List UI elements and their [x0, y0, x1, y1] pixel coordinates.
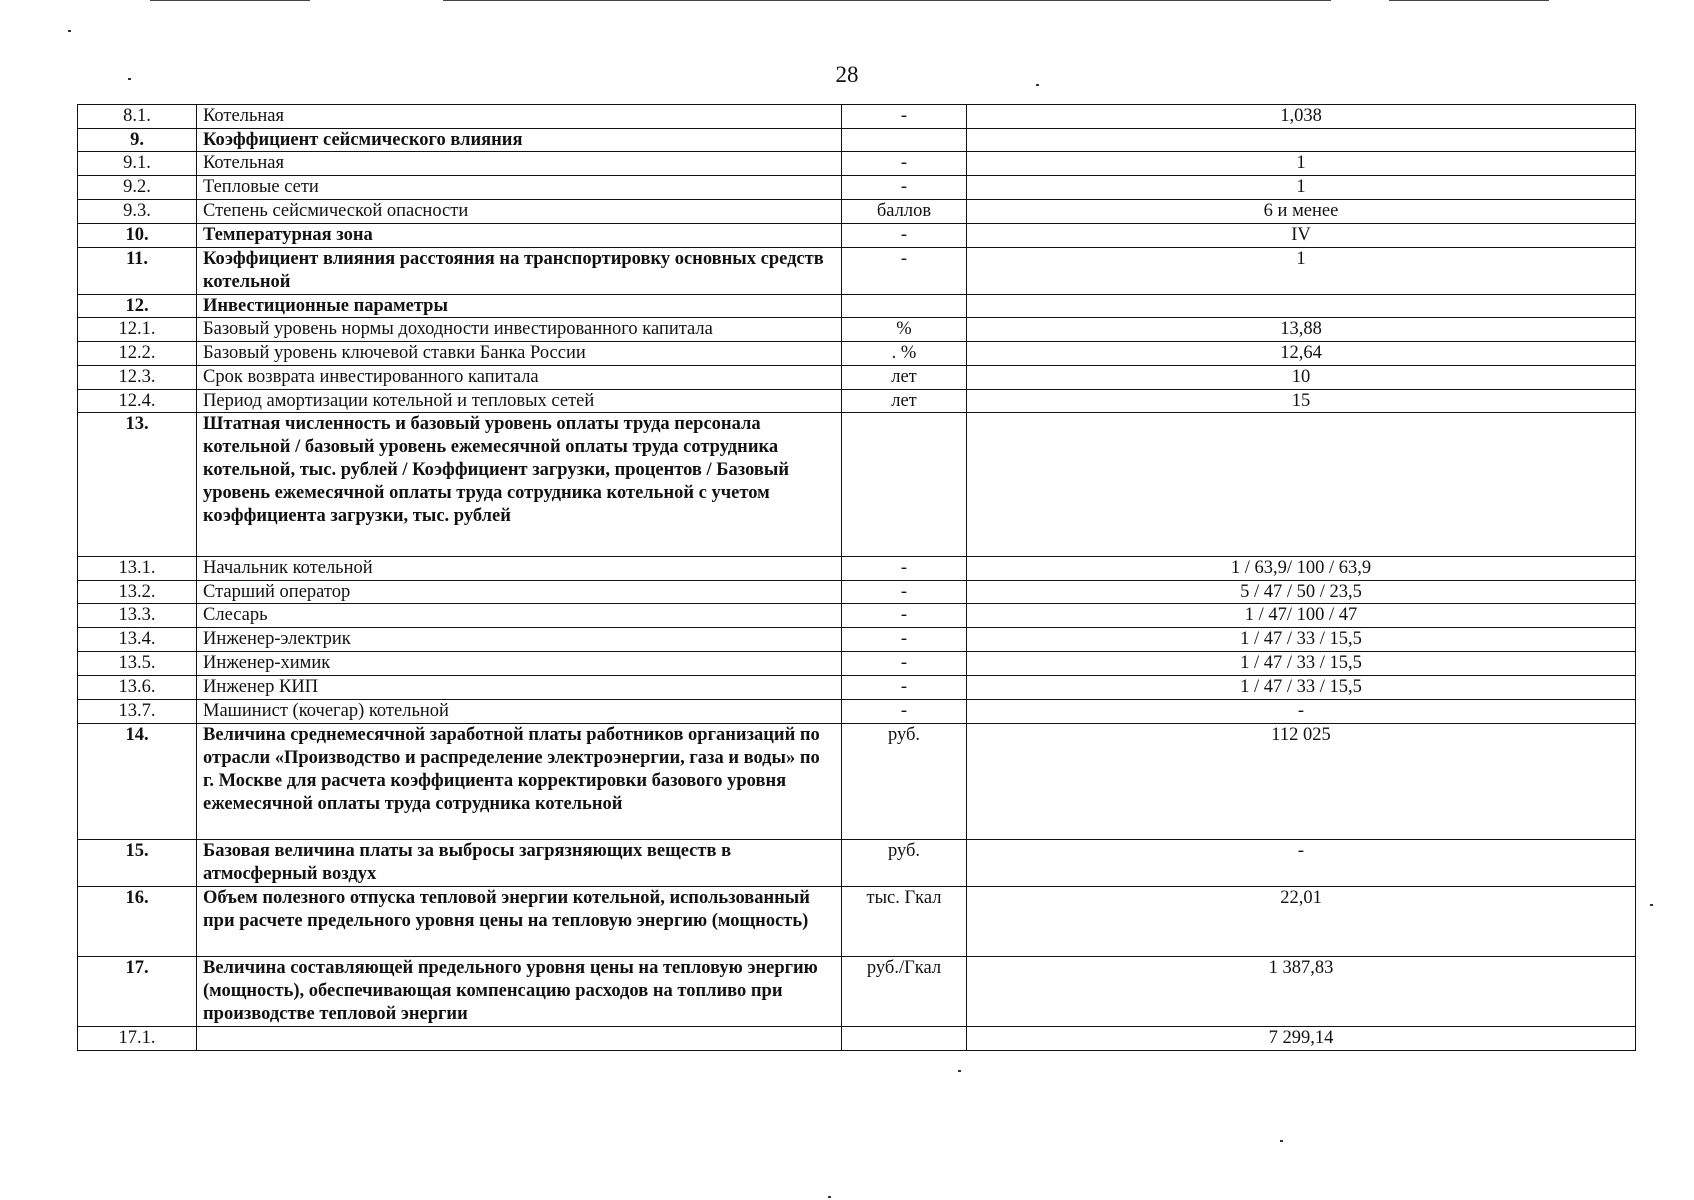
row-number-cell: 11. — [78, 248, 197, 295]
row-number-cell: 14. — [78, 724, 197, 840]
row-number-cell: 13.2. — [78, 581, 197, 604]
value-cell: 112 025 — [967, 724, 1636, 840]
parameter-name-cell: Слесарь — [197, 604, 842, 628]
value-cell: 5 / 47 / 50 / 23,5 — [967, 581, 1636, 604]
row-number-cell: 10. — [78, 224, 197, 248]
unit-cell: - — [842, 676, 967, 700]
value-cell: 13,88 — [967, 318, 1636, 342]
row-number-cell: 13.1. — [78, 557, 197, 581]
scan-speck — [828, 1196, 831, 1198]
table-row — [78, 366, 1636, 390]
parameter-name-cell: Срок возврата инвестированного капитала — [197, 366, 842, 390]
parameter-name-cell: Инженер-электрик — [197, 628, 842, 652]
table-row — [78, 413, 1636, 557]
unit-cell: лет — [842, 390, 967, 413]
table-row — [78, 200, 1636, 224]
row-number-cell: 13.5. — [78, 652, 197, 676]
row-number-cell: 9.1. — [78, 152, 197, 176]
parameters-table-body — [78, 105, 1636, 1051]
table-row — [78, 176, 1636, 200]
table-row — [78, 700, 1636, 724]
table-row — [78, 887, 1636, 957]
row-number-cell: 13. — [78, 413, 197, 557]
scan-top-rule-left — [150, 0, 310, 1]
unit-cell — [842, 295, 967, 318]
row-number-cell: 12.1. — [78, 318, 197, 342]
row-number-cell: 13.7. — [78, 700, 197, 724]
parameter-name-cell: Машинист (кочегар) котельной — [197, 700, 842, 724]
unit-cell: руб. — [842, 724, 967, 840]
row-number-cell: 16. — [78, 887, 197, 957]
parameter-name-cell: Инженер КИП — [197, 676, 842, 700]
unit-cell — [842, 1027, 967, 1051]
unit-cell — [842, 129, 967, 152]
value-cell — [967, 413, 1636, 557]
value-cell: 1 / 47/ 100 / 47 — [967, 604, 1636, 628]
value-cell: IV — [967, 224, 1636, 248]
parameter-name-cell: Базовый уровень ключевой ставки Банка России — [197, 342, 842, 366]
scan-speck — [958, 1070, 961, 1072]
row-number-cell: 12. — [78, 295, 197, 318]
row-number-cell: 13.4. — [78, 628, 197, 652]
unit-cell: баллов — [842, 200, 967, 224]
scan-top-rule-right — [1389, 0, 1549, 1]
parameter-name-cell: Коэффициент сейсмического влияния — [197, 129, 842, 152]
parameter-name-cell: Базовая величина платы за выбросы загрязняющих веществ в атмосферный воздух — [197, 840, 842, 887]
parameter-name-cell: Объем полезного отпуска тепловой энергии котельной, использованный при расчете предельного уровня цены на тепловую энергию (мощность) — [197, 887, 842, 957]
unit-cell: - — [842, 581, 967, 604]
table-row — [78, 628, 1636, 652]
unit-cell: - — [842, 176, 967, 200]
table-row — [78, 318, 1636, 342]
parameter-name-cell: Температурная зона — [197, 224, 842, 248]
value-cell — [967, 129, 1636, 152]
table-row — [78, 840, 1636, 887]
table-row — [78, 342, 1636, 366]
table-row — [78, 724, 1636, 840]
table-row — [78, 557, 1636, 581]
parameter-name-cell: Котельная — [197, 152, 842, 176]
table-row — [78, 390, 1636, 413]
scan-speck — [1036, 84, 1039, 86]
value-cell: 1 387,83 — [967, 957, 1636, 1027]
table-row — [78, 152, 1636, 176]
unit-cell: - — [842, 628, 967, 652]
value-cell — [967, 295, 1636, 318]
unit-cell: тыс. Гкал — [842, 887, 967, 957]
value-cell: 1 — [967, 176, 1636, 200]
row-number-cell: 13.3. — [78, 604, 197, 628]
value-cell: 1 / 47 / 33 / 15,5 — [967, 652, 1636, 676]
parameter-name-cell: Тепловые сети — [197, 176, 842, 200]
parameter-name-cell: Коэффициент влияния расстояния на транспортировку основных средств котельной — [197, 248, 842, 295]
parameter-name-cell: Штатная численность и базовый уровень оплаты труда персонала котельной / базовый уровень ежемесячной оплаты труда сотрудника котельной, тыс. рублей / Коэффициент загрузки, процентов / Базовый уровень ежемесячной оплаты труда сотрудника котельной с учетом коэффициента загрузки, тыс. рублей — [197, 413, 842, 557]
unit-cell: руб./Гкал — [842, 957, 967, 1027]
table-row — [78, 224, 1636, 248]
table-row — [78, 1027, 1636, 1051]
unit-cell: - — [842, 604, 967, 628]
parameter-name-cell: Начальник котельной — [197, 557, 842, 581]
parameter-name-cell — [197, 1027, 842, 1051]
scan-speck — [1650, 904, 1653, 906]
value-cell: 15 — [967, 390, 1636, 413]
value-cell: 1 — [967, 152, 1636, 176]
row-number-cell: 9.3. — [78, 200, 197, 224]
table-row — [78, 957, 1636, 1027]
value-cell: 7 299,14 — [967, 1027, 1636, 1051]
parameter-name-cell: Базовый уровень нормы доходности инвестированного капитала — [197, 318, 842, 342]
unit-cell: - — [842, 248, 967, 295]
unit-cell: . % — [842, 342, 967, 366]
parameter-name-cell: Период амортизации котельной и тепловых сетей — [197, 390, 842, 413]
parameter-name-cell: Величина среднемесячной заработной платы работников организаций по отрасли «Производство и распределение электроэнергии, газа и воды» по г. Москве для расчета коэффициента корректировки базового уровня ежемесячной оплаты труда сотрудника котельной — [197, 724, 842, 840]
row-number-cell: 17.1. — [78, 1027, 197, 1051]
unit-cell: - — [842, 557, 967, 581]
unit-cell: лет — [842, 366, 967, 390]
table-row — [78, 676, 1636, 700]
value-cell: 10 — [967, 366, 1636, 390]
scan-top-rule-center — [443, 0, 1331, 1]
table-row — [78, 652, 1636, 676]
row-number-cell: 13.6. — [78, 676, 197, 700]
table-row — [78, 604, 1636, 628]
unit-cell: - — [842, 152, 967, 176]
parameter-name-cell: Величина составляющей предельного уровня цены на тепловую энергию (мощность), обеспечивающая компенсацию расходов на топливо при производстве тепловой энергии — [197, 957, 842, 1027]
row-number-cell: 9. — [78, 129, 197, 152]
row-number-cell: 9.2. — [78, 176, 197, 200]
value-cell: 22,01 — [967, 887, 1636, 957]
table-row — [78, 248, 1636, 295]
value-cell: - — [967, 840, 1636, 887]
page-number: 28 — [835, 62, 859, 87]
table-row — [78, 581, 1636, 604]
value-cell: - — [967, 700, 1636, 724]
unit-cell: руб. — [842, 840, 967, 887]
row-number-cell: 8.1. — [78, 105, 197, 129]
parameter-name-cell: Котельная — [197, 105, 842, 129]
parameter-name-cell: Старший оператор — [197, 581, 842, 604]
unit-cell: - — [842, 224, 967, 248]
row-number-cell: 15. — [78, 840, 197, 887]
scan-speck — [68, 30, 71, 32]
unit-cell — [842, 413, 967, 557]
row-number-cell: 12.4. — [78, 390, 197, 413]
parameter-name-cell: Степень сейсмической опасности — [197, 200, 842, 224]
value-cell: 6 и менее — [967, 200, 1636, 224]
parameter-name-cell: Инвестиционные параметры — [197, 295, 842, 318]
parameter-name-cell: Инженер-химик — [197, 652, 842, 676]
table-row — [78, 129, 1636, 152]
value-cell: 1 / 47 / 33 / 15,5 — [967, 628, 1636, 652]
table-row — [78, 105, 1636, 129]
value-cell: 1 / 47 / 33 / 15,5 — [967, 676, 1636, 700]
row-number-cell: 12.3. — [78, 366, 197, 390]
scan-speck — [128, 78, 131, 80]
value-cell: 1 / 63,9/ 100 / 63,9 — [967, 557, 1636, 581]
unit-cell: - — [842, 700, 967, 724]
parameters-table — [77, 104, 1636, 1051]
scan-speck — [1280, 1140, 1283, 1142]
unit-cell: - — [842, 652, 967, 676]
row-number-cell: 12.2. — [78, 342, 197, 366]
unit-cell: - — [842, 105, 967, 129]
value-cell: 1,038 — [967, 105, 1636, 129]
value-cell: 1 — [967, 248, 1636, 295]
value-cell: 12,64 — [967, 342, 1636, 366]
table-row — [78, 295, 1636, 318]
row-number-cell: 17. — [78, 957, 197, 1027]
unit-cell: % — [842, 318, 967, 342]
